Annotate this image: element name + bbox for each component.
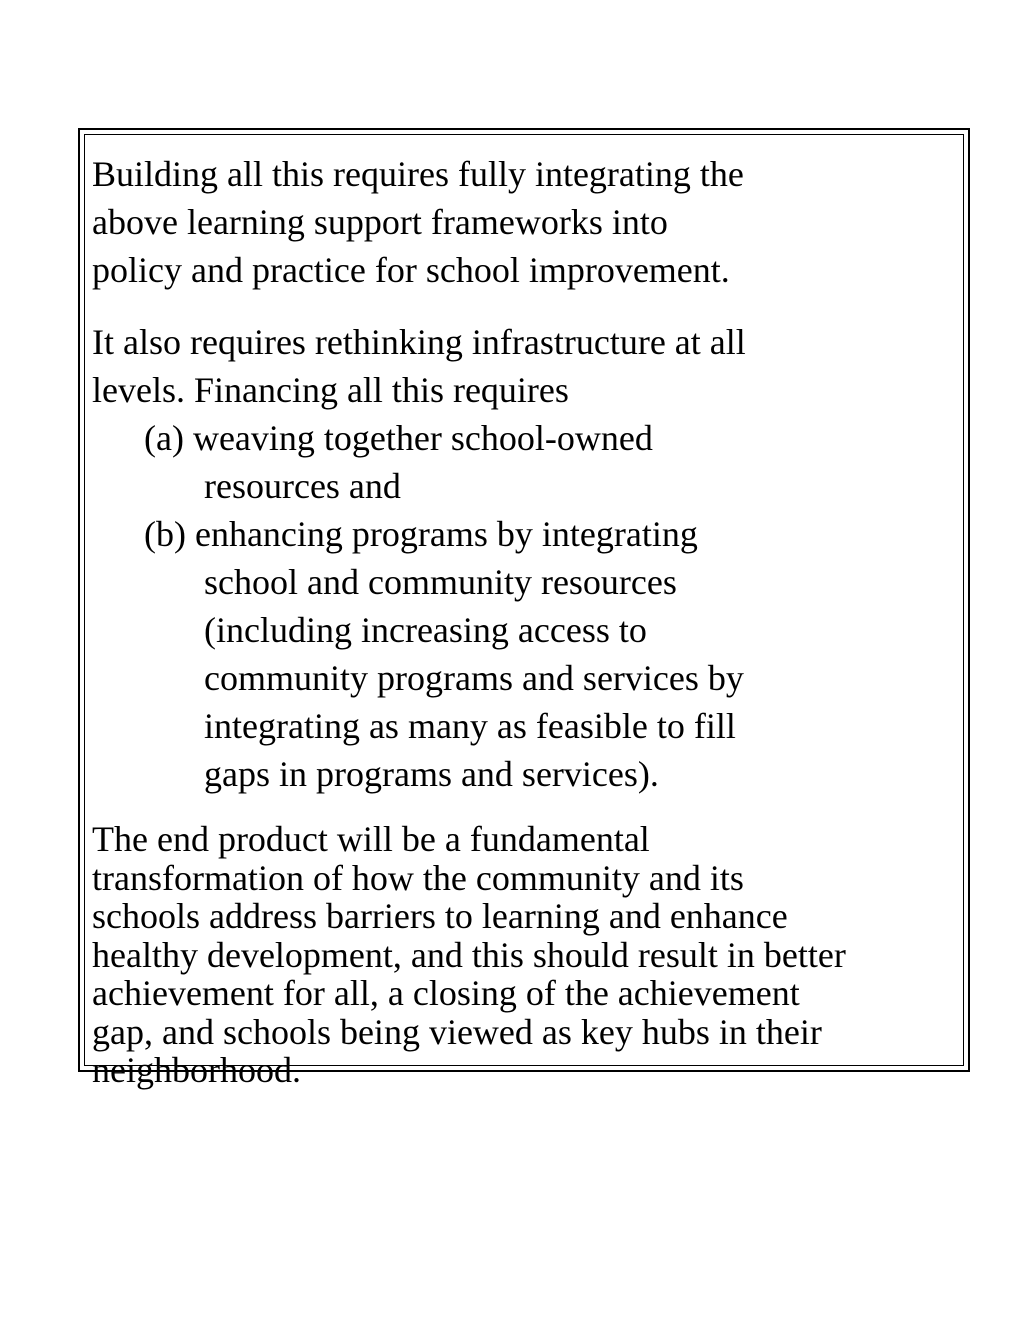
text-line: The end product will be a fundamental bbox=[92, 819, 650, 859]
list-item-marker-line: (b) enhancing programs by integrating bbox=[144, 514, 698, 554]
paragraph-integration bbox=[92, 150, 952, 294]
list-item-marker-line: (a) weaving together school-owned bbox=[144, 418, 653, 458]
list-item-continuation: (including increasing access to bbox=[204, 610, 647, 650]
text-line: gap, and schools being viewed as key hubs in their bbox=[92, 1011, 822, 1052]
text-line: healthy development, and this should result in better bbox=[92, 934, 846, 975]
list-item-a bbox=[92, 414, 952, 510]
text-line: neighborhood. bbox=[92, 1050, 301, 1090]
text-line: schools address barriers to learning and enhance bbox=[92, 896, 788, 936]
list-item-continuation: resources and bbox=[204, 466, 401, 506]
text-line: transformation of how the community and its bbox=[92, 857, 744, 898]
text-line: levels. Financing all this requires bbox=[92, 370, 569, 410]
text-line: It also requires rethinking infrastructure at all bbox=[92, 322, 746, 362]
paragraph-end-product bbox=[92, 820, 952, 1090]
text-line: achievement for all, a closing of the achievement bbox=[92, 973, 800, 1013]
paragraph-financing bbox=[92, 318, 952, 798]
list-item-b bbox=[92, 510, 952, 798]
list-item-continuation: integrating as many as feasible to fill bbox=[204, 706, 736, 746]
document-body bbox=[92, 150, 952, 1090]
text-line: policy and practice for school improvement. bbox=[92, 250, 730, 290]
list-item-continuation: gaps in programs and services). bbox=[204, 754, 659, 794]
list-item-continuation: community programs and services by bbox=[204, 658, 744, 698]
text-line: Building all this requires fully integrating the bbox=[92, 154, 744, 194]
text-line: above learning support frameworks into bbox=[92, 202, 668, 242]
list-item-continuation: school and community resources bbox=[204, 562, 677, 602]
